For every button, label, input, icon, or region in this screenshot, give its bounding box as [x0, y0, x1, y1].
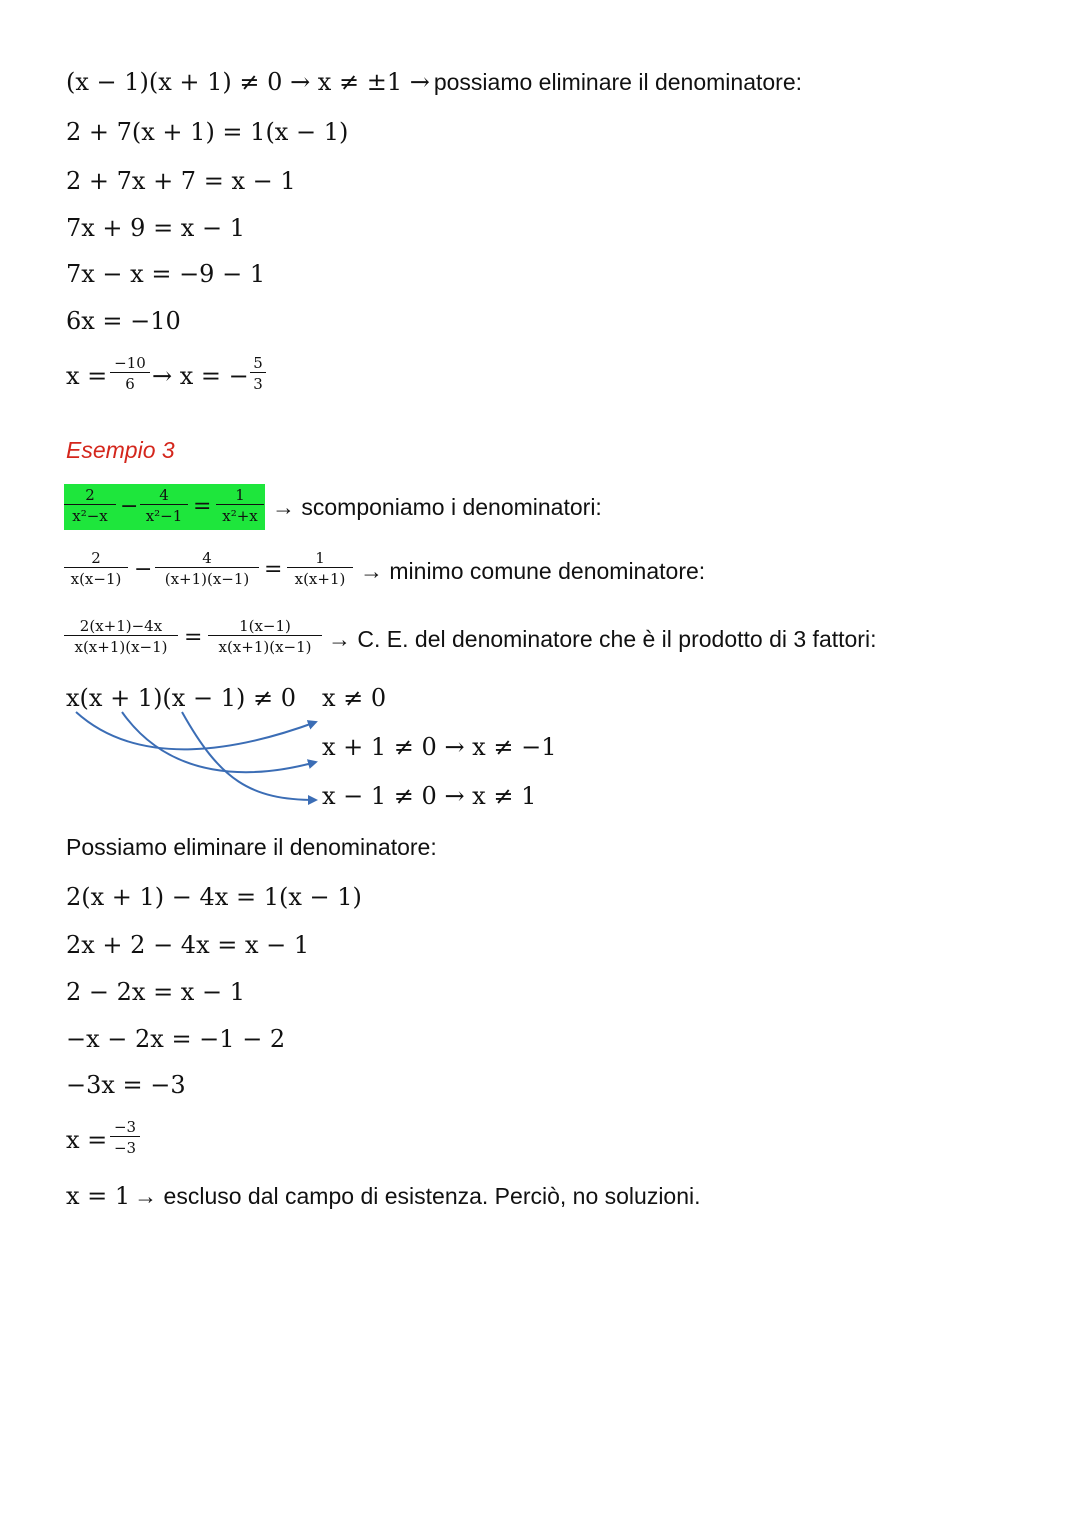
- fraction-numerator: 4: [202, 549, 212, 567]
- fraction-numerator: 2: [85, 486, 95, 504]
- fraction-numerator: −3: [113, 1118, 137, 1136]
- ce-factor-3: x − 1 ≠ 0 → x ≠ 1: [322, 782, 537, 810]
- ce-factor-1: x ≠ 0: [322, 684, 387, 712]
- fraction-denominator: 3: [250, 372, 266, 393]
- line-5: 7x − x = −9 − 1: [66, 260, 266, 288]
- arrow-x-minus-1: [182, 712, 316, 800]
- bottom-line-6-lhs: x =: [66, 1126, 108, 1154]
- eq2-note: → minimo comune denominatore:: [360, 558, 706, 584]
- fraction-numerator: 1(x−1): [239, 617, 291, 635]
- ce-product: x(x + 1)(x − 1) ≠ 0: [66, 684, 296, 712]
- fraction-denominator: x(x+1)(x−1): [208, 635, 322, 656]
- line-1-text: possiamo eliminare il denominatore:: [433, 69, 803, 95]
- ce-factor-2: x + 1 ≠ 0 → x ≠ −1: [322, 733, 557, 761]
- conclusion-text: → escluso dal campo di esistenza. Perciò, no soluzioni.: [134, 1183, 701, 1209]
- fraction-denominator: −3: [110, 1136, 140, 1157]
- bottom-line-3: 2 − 2x = x − 1: [66, 978, 245, 1006]
- fraction-numerator: 2(x+1)−4x: [79, 617, 163, 635]
- fraction-denominator: x(x−1): [64, 567, 128, 588]
- eq1-equals: =: [193, 494, 212, 519]
- fraction-numerator: 4: [159, 486, 169, 504]
- fraction-denominator: (x+1)(x−1): [155, 567, 259, 588]
- bottom-intro: Possiamo eliminare il denominatore:: [66, 834, 437, 860]
- fraction-minus3-over-minus3: [110, 1118, 140, 1157]
- eq3-note: → C. E. del denominatore che è il prodotto di 3 fattori:: [328, 626, 877, 652]
- line-6: 6x = −10: [66, 307, 181, 335]
- fraction-numerator: 1: [235, 486, 245, 504]
- bottom-conclusion: [66, 1182, 701, 1210]
- example-heading: Esempio 3: [66, 437, 175, 463]
- arrow-x: [76, 712, 316, 749]
- bottom-line-1: 2(x + 1) − 4x = 1(x − 1): [66, 883, 362, 911]
- line-7-arrow: → x = −: [152, 362, 249, 390]
- fraction-denominator: x²+x: [216, 504, 264, 525]
- arrow-x-plus-1: [122, 712, 316, 772]
- eq2-equals: =: [264, 557, 283, 582]
- eq2-minus: −: [134, 557, 153, 582]
- eq1-note: → scomponiamo i denominatori:: [272, 494, 602, 520]
- bottom-line-5: −3x = −3: [66, 1071, 186, 1099]
- fraction-numerator: −10: [114, 354, 146, 372]
- bottom-line-2: 2x + 2 − 4x = x − 1: [66, 931, 310, 959]
- fraction-numerator: 5: [253, 354, 263, 372]
- line-4: 7x + 9 = x − 1: [66, 214, 245, 242]
- fraction-denominator: x(x+1)(x−1): [64, 635, 178, 656]
- line-2: 2 + 7(x + 1) = 1(x − 1): [66, 118, 349, 146]
- conclusion-math: x = 1: [66, 1182, 131, 1210]
- line-3: 2 + 7x + 7 = x − 1: [66, 167, 296, 195]
- eq3-equals: =: [184, 625, 203, 650]
- fraction-denominator: x(x+1): [287, 567, 353, 588]
- fraction-denominator: 6: [110, 372, 150, 393]
- fraction-denominator: x²−x: [64, 504, 116, 525]
- bottom-line-4: −x − 2x = −1 − 2: [66, 1025, 286, 1053]
- eq1-minus: −: [120, 494, 139, 519]
- line-7-lhs: x =: [66, 362, 108, 390]
- fraction-numerator: 1: [315, 549, 325, 567]
- line-1-math: (x − 1)(x + 1) ≠ 0 → x ≠ ±1 →: [66, 68, 430, 96]
- fraction-numerator: 2: [91, 549, 101, 567]
- fraction-denominator: x²−1: [140, 504, 188, 525]
